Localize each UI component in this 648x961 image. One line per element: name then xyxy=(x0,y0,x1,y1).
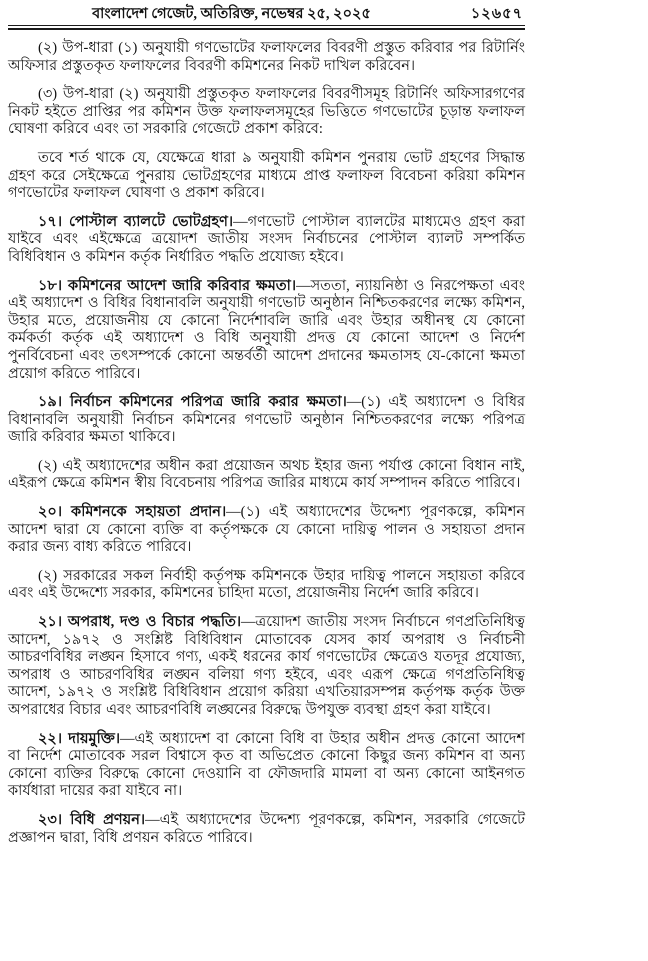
paragraph-text: (২) সরকারের সকল নির্বাহী কর্তৃপক্ষ কমিশনকে উহার দায়িত্ব পালনে সহায়তা করিবে এবং এই উদ্দেশ্যে সরকার, কমিশনের চাহিদা মতো, প্রয়োজনীয় নির্দেশ জারি করিবে। xyxy=(8,567,525,602)
paragraph xyxy=(8,394,525,447)
section-heading: ২২। দায়মুক্তি। xyxy=(38,730,121,747)
section-heading: ১৮। কমিশনের আদেশ জারি করিবার ক্ষমতা। xyxy=(38,277,297,294)
paragraph xyxy=(8,568,525,603)
page-number: ১২৬৫৭ xyxy=(470,6,523,22)
paragraph xyxy=(8,278,525,384)
section-heading: ১৯। নির্বাচন কমিশনের পরিপত্র জারি করার ক্ষমতা। xyxy=(38,394,347,411)
paragraph-text: (২) উপ-ধারা (১) অনুযায়ী গণভোটের ফলাফলের বিবরণী প্রস্তুত করিবার পর রিটার্নিং অফিসার প্রস্তুতকৃত ফলাফলের বিবরণী কমিশনের নিকট দাখিল করিবেন। xyxy=(8,40,525,74)
paragraph-text: —(১) এই অধ্যাদেশের উদ্দেশ্য পূরণকল্পে, কমিশন আদেশ দ্বারা যে কোনো ব্যক্তি বা কর্তৃপক্ষকে যে কোনো দায়িত্ব পালন ও সহায়তা প্রদান করার জন্য বাধ্য করিতে পারিবে। xyxy=(8,504,525,556)
header-divider xyxy=(8,25,525,30)
section-heading: ১৭। পোস্টাল ব্যালটে ভোটগ্রহণ। xyxy=(38,213,234,230)
paragraph-text: —এই অধ্যাদেশ বা কোনো বিধি বা উহার অধীন প্রদত্ত কোনো আদেশ বা নির্দেশ মোতাবেক সরল বিশ্বাসে কৃত বা অভিপ্রেত কোনো কিছুর জন্য কমিশন বা অন্য কোনো ব্যক্তির বিরুদ্ধে কোনো দেওয়ানি বা ফৌজদারি মামলা বা অন্য কোনো আইনগত কার্যধারা দায়ের করা যাইবে না। xyxy=(8,730,525,800)
paragraph xyxy=(8,812,525,847)
paragraph-text: —ত্রয়োদশ জাতীয় সংসদ নির্বাচনে গণপ্রতিনিধিত্ব আদেশ, ১৯৭২ ও সংশ্লিষ্ট বিধিবিধান মোতাবেক যেসব কার্য অপরাধ ও নির্বাচনী আচরণবিধির লঙ্ঘন হিসাবে গণ্য, একই ধরনের কার্য গণভোটের ক্ষেত্রেও যতদূর প্রযোজ্য, অপরাধ ও আচরণবিধির লঙ্ঘন বলিয়া গণ্য হইবে, এবং এরূপ ক্ষেত্রে গণপ্রতিনিধিত্ব আদেশ, ১৯৭২ ও সংশ্লিষ্ট বিধিবিধান প্রয়োগ করিয়া এখতিয়ারসম্পন্ন কর্তৃপক্ষ কর্তৃক উক্ত অপরাধের বিচার এবং আচরণবিধি লঙ্ঘনের বিরুদ্ধে উপযুক্ত ব্যবস্থা গ্রহণ করা যাইবে। xyxy=(8,614,525,718)
gazette-title: বাংলাদেশ গেজেট, অতিরিক্ত, নভেম্বর ২৫, ২০২৫ xyxy=(92,6,371,22)
section-heading: ২১। অপরাধ, দণ্ড ও বিচার পদ্ধতি। xyxy=(38,614,242,631)
paragraph xyxy=(8,40,525,75)
paragraph xyxy=(8,504,525,557)
section-heading: ২০। কমিশনকে সহায়তা প্রদান। xyxy=(38,504,227,521)
paragraph xyxy=(8,458,525,493)
paragraph-text: —এই অধ্যাদেশের উদ্দেশ্য পূরণকল্পে, কমিশন, সরকারি গেজেটে প্রজ্ঞাপন দ্বারা, বিধি প্রণয়ন করিতে পারিবে। xyxy=(8,811,525,846)
paragraph xyxy=(8,86,525,139)
paragraph-text: (২) এই অধ্যাদেশের অধীন করা প্রয়োজন অথচ ইহার জন্য পর্যাপ্ত কোনো বিধান নাই, এইরূপ ক্ষেত্রে কমিশন স্বীয় বিবেচনায় পরিপত্র জারির মাধ্যমে কার্য সম্পাদন করিতে পারিবে। xyxy=(8,457,525,492)
paragraph-text: —(১) এই অধ্যাদেশ ও বিধির বিধানাবলি অনুযায়ী নির্বাচন কমিশনের গণভোট অনুষ্ঠান নিশ্চিতকরণের লক্ষ্যে পরিপত্র জারি করিবার ক্ষমতা থাকিবে। xyxy=(8,394,526,446)
paragraph xyxy=(8,150,525,203)
document-body xyxy=(8,40,525,847)
content-column xyxy=(8,4,525,858)
paragraph xyxy=(8,731,525,801)
paragraph xyxy=(8,614,525,720)
paragraph-text: (৩) উপ-ধারা (২) অনুযায়ী প্রস্তুতকৃত ফলাফলের বিবরণীসমূহ রিটার্নিং অফিসারগণের নিকট হইতে প্রাপ্তির পর কমিশন উক্ত ফলাফলসমূহের ভিত্তিতে গণভোটের চূড়ান্ত ফলাফল ঘোষণা করিবে এবং তা সরকারি গেজেটে প্রকাশ করিবে: xyxy=(8,86,525,138)
paragraph xyxy=(8,214,525,267)
page-header xyxy=(8,4,525,24)
paragraph-text: তবে শর্ত থাকে যে, যেক্ষেত্রে ধারা ৯ অনুযায়ী কমিশন পুনরায় ভোট গ্রহণের সিদ্ধান্ত গ্রহণ করে সেইক্ষেত্রে পুনরায় ভোটগ্রহণের মাধ্যমে প্রাপ্ত ফলাফল বিবেচনা করিয়া কমিশন গণভোটের ফলাফল ঘোষণা ও প্রকাশ করিবে। xyxy=(8,149,525,202)
paragraph-text: —গণভোট পোস্টাল ব্যালটের মাধ্যমেও গ্রহণ করা যাইবে এবং এইক্ষেত্রে ত্রয়োদশ জাতীয় সংসদ নির্বাচনের পোস্টাল ব্যালট সম্পর্কিত বিধিবিধান ও কমিশন কর্তৃক নির্ধারিত পদ্ধতি প্রযোজ্য হইবে। xyxy=(8,213,525,265)
paragraph-text: —সততা, ন্যায়নিষ্ঠা ও নিরপেক্ষতা এবং এই অধ্যাদেশ ও বিধির বিধানাবলি অনুযায়ী গণভোট অনুষ্ঠান নিশ্চিতকরণের লক্ষ্যে কমিশন, উহার মতে, প্রয়োজনীয় যে কোনো নির্দেশাবলি জারি এবং উহার অধীনস্থ যে কোনো কর্মকর্তা কর্তৃক এই অধ্যাদেশ ও বিধি অনুযায়ী প্রদত্ত যে কোনো আদেশ ও নির্দেশ পুনর্বিবেচনা এবং তৎসম্পর্কে কোনো অন্তর্বর্তী আদেশ প্রদানের ক্ষমতাসহ যে-কোনো ক্ষমতা প্রয়োগ করিতে পারিবে। xyxy=(8,277,525,382)
section-heading: ২৩। বিধি প্রণয়ন। xyxy=(38,811,146,828)
